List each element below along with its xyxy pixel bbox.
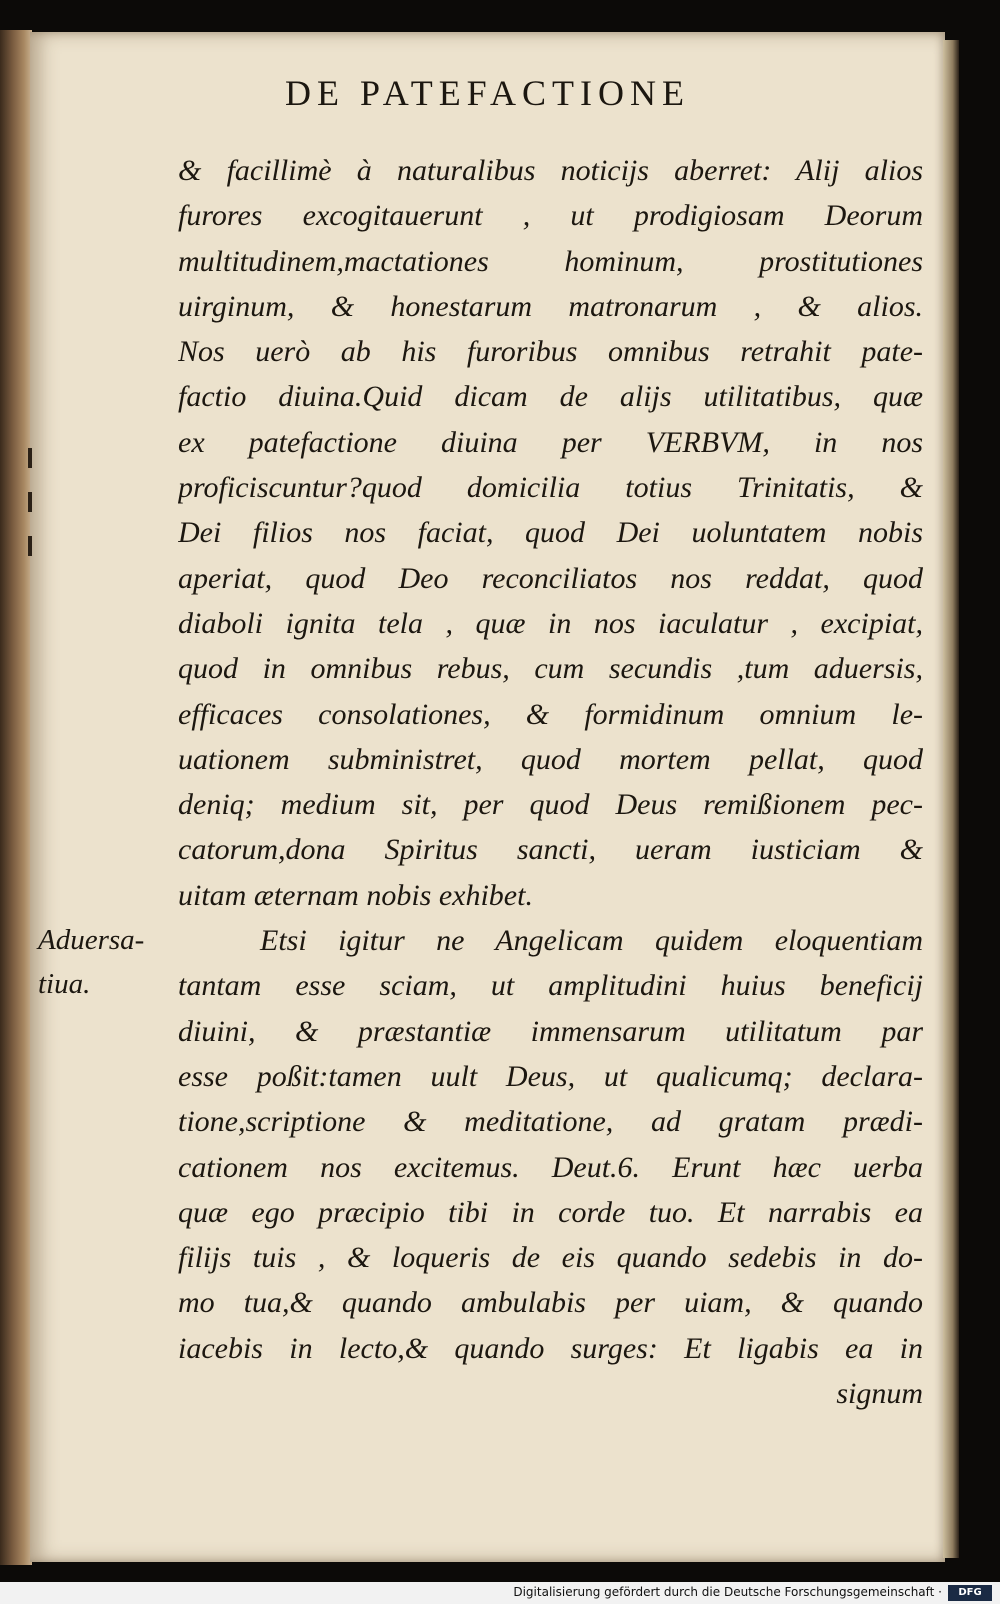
margin-note — [38, 918, 144, 1006]
page-edge — [943, 40, 959, 1558]
text-line: cationem nos excitemus. Deut.6. Erunt hæc uerba — [178, 1150, 923, 1184]
text-line: Dei filios nos faciat, quod Dei uoluntatem nobis — [178, 516, 923, 550]
body-text — [178, 148, 923, 1416]
footer-credit: Digitalisierung gefördert durch die Deutsche Forschungsgemeinschaft · — [513, 1585, 942, 1599]
text-line: efficaces consolationes, & formidinum omnium le- — [178, 697, 923, 731]
text-line: tione,scriptione & meditatione, ad gratam prædi- — [178, 1105, 923, 1139]
text-line: & facillimè à naturalibus noticijs aberret: Alij alios — [178, 154, 923, 187]
text-line: deniq; medium sit, per quod Deus remißionem pec- — [178, 788, 923, 822]
text-line: catorum,dona Spiritus sancti, ueram iusticiam & — [178, 833, 923, 867]
text-line: diuini, & præstantiæ immensarum utilitatum par — [178, 1014, 923, 1048]
dfg-logo: DFG — [948, 1585, 992, 1601]
text-line: diaboli ignita tela , quæ in nos iaculatur , excipiat, — [178, 606, 923, 640]
text-line: iacebis in lecto,& quando surges: Et ligabis ea in — [178, 1331, 923, 1365]
text-line: uationem subministret, quod mortem pellat, quod — [178, 742, 923, 776]
margin-note-line: tiua. — [38, 968, 91, 1000]
text-line: aperiat, quod Deo reconciliatos nos reddat, quod — [178, 561, 923, 595]
spine-tick — [28, 448, 32, 468]
margin-note-line: Aduersa- — [38, 924, 145, 956]
catchword: signum — [836, 1377, 923, 1411]
text-line: uitam æternam nobis exhibet. — [178, 878, 533, 912]
text-line: esse poßit:tamen uult Deus, ut qualicumq; declara- — [178, 1059, 923, 1093]
text-line: quod in omnibus rebus, cum secundis ,tum aduersis, — [178, 652, 923, 686]
text-line: ex patefactione diuina per VERBVM, in nos — [178, 425, 923, 459]
text-line: Nos uerò ab his furoribus omnibus retrahit pate- — [178, 335, 923, 369]
text-line: multitudinem,mactationes hominum, prostitutiones — [178, 244, 923, 278]
text-line: factio diuina.Quid dicam de alijs utilitatibus, quæ — [178, 380, 923, 414]
book-spine — [0, 30, 32, 1565]
text-line: mo tua,& quando ambulabis per uiam, & quando — [178, 1286, 923, 1320]
text-line: proficiscuntur?quod domicilia totius Trinitatis, & — [178, 471, 923, 505]
spine-tick — [28, 536, 32, 556]
text-line: Etsi igitur ne Angelicam quidem eloquentiam — [260, 924, 923, 958]
footer-bar — [0, 1582, 1000, 1604]
text-line: uirginum, & honestarum matronarum , & alios. — [178, 289, 923, 323]
running-head: DE PATEFACTIONE — [284, 73, 691, 113]
text-line: quæ ego præcipio tibi in corde tuo. Et narrabis ea — [178, 1195, 923, 1229]
spine-tick — [28, 492, 32, 512]
text-line: filijs tuis , & loqueris de eis quando sedebis in do- — [178, 1241, 923, 1275]
text-line: tantam esse sciam, ut amplitudini huius beneficij — [178, 969, 923, 1003]
text-line: furores excogitauerunt , ut prodigiosam Deorum — [178, 199, 923, 233]
